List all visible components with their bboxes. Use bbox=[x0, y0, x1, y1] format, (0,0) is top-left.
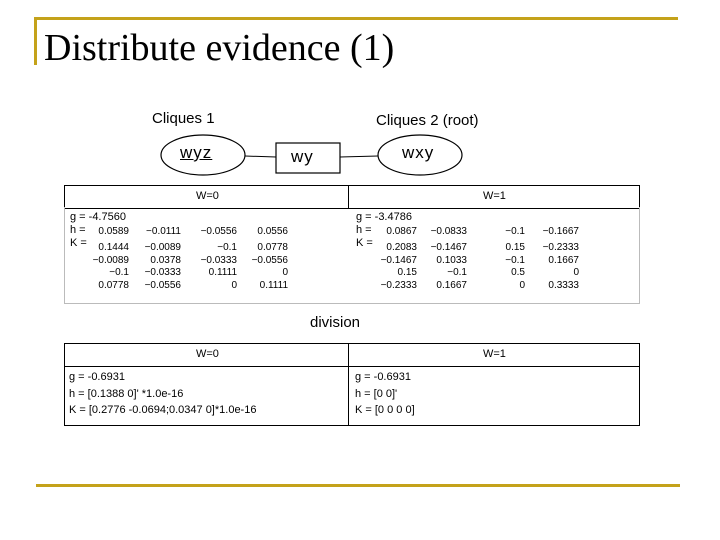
k-cell: −0.1467 bbox=[380, 254, 417, 266]
k-cell: 0 bbox=[573, 267, 579, 279]
bottom-right-g: g = -0.6931 bbox=[355, 371, 411, 383]
bottom-left-h: h = [0.1388 0]' *1.0e-16 bbox=[69, 387, 184, 400]
clique-wyz-label: wyz bbox=[180, 143, 213, 162]
division-label: division bbox=[310, 314, 361, 331]
k-cell: 0.15 bbox=[397, 267, 417, 279]
h-row bbox=[88, 226, 288, 239]
top-right-k-label: K = bbox=[356, 237, 373, 249]
h-cell: −0.1 bbox=[505, 226, 525, 237]
k-cell: 0.2083 bbox=[386, 242, 417, 253]
h-cell: −0.0556 bbox=[200, 226, 237, 237]
h-cell: 0.0589 bbox=[98, 226, 129, 237]
k-cell: −0.0556 bbox=[251, 254, 288, 266]
k-cell: 0.5 bbox=[511, 267, 525, 279]
bottom-header-w0-label: W=0 bbox=[196, 348, 219, 360]
bottom-header-w1 bbox=[348, 343, 640, 367]
k-cell: 0.15 bbox=[505, 242, 525, 253]
bottom-divider bbox=[348, 365, 349, 425]
k-cell: 0.1667 bbox=[548, 254, 579, 266]
k-cell: −0.0333 bbox=[200, 254, 237, 266]
tree-edge-left bbox=[245, 156, 276, 157]
k-cell: −0.2333 bbox=[542, 242, 579, 253]
k-cell: 0.0778 bbox=[257, 242, 288, 253]
top-left-k-label: K = bbox=[70, 237, 87, 249]
bottom-header-w0 bbox=[64, 343, 350, 367]
k-cell: 0.1667 bbox=[436, 279, 467, 291]
top-header-w0-label: W=0 bbox=[196, 190, 219, 202]
k-row bbox=[369, 280, 579, 293]
top-right-k-matrix bbox=[369, 242, 579, 292]
k-row bbox=[88, 242, 288, 255]
slide-title: Distribute evidence (1) bbox=[44, 27, 395, 69]
k-cell: 0 bbox=[231, 279, 237, 291]
clique-tree-diagram bbox=[0, 0, 720, 200]
k-row bbox=[369, 255, 579, 268]
bottom-right-h: h = [0 0]' bbox=[355, 387, 398, 400]
bottom-accent-bar bbox=[36, 484, 680, 487]
top-left-k-matrix bbox=[88, 242, 288, 292]
k-cell: −0.1 bbox=[505, 254, 525, 266]
tree-edge-right bbox=[340, 156, 378, 157]
top-left-h-label: h = bbox=[70, 224, 86, 236]
k-cell: 0 bbox=[519, 279, 525, 291]
k-cell: 0.1111 bbox=[208, 267, 237, 279]
bottom-left-pane bbox=[69, 369, 256, 419]
k-row bbox=[88, 280, 288, 293]
k-cell: −0.0556 bbox=[144, 279, 181, 291]
k-cell: −0.0333 bbox=[144, 267, 181, 279]
bottom-left-g: g = -0.6931 bbox=[69, 371, 125, 383]
top-header-w1-label: W=1 bbox=[483, 190, 506, 202]
top-right-h-vector bbox=[369, 226, 579, 239]
separator-wy-label: wy bbox=[291, 147, 314, 166]
k-cell: 0.0378 bbox=[150, 254, 181, 266]
k-cell: −0.1 bbox=[109, 267, 129, 279]
k-cell: −0.1 bbox=[447, 267, 467, 279]
bottom-right-pane bbox=[355, 369, 415, 419]
cliques-1-label: Cliques 1 bbox=[152, 110, 215, 127]
k-cell: 0.1444 bbox=[98, 242, 129, 253]
k-cell: 0 bbox=[282, 267, 288, 279]
k-cell: −0.2333 bbox=[380, 279, 417, 291]
cliques-2-label: Cliques 2 (root) bbox=[376, 112, 479, 129]
top-header-w0 bbox=[64, 185, 350, 209]
k-cell: −0.1467 bbox=[430, 242, 467, 253]
top-right-h-label: h = bbox=[356, 224, 372, 236]
k-row bbox=[88, 255, 288, 268]
k-cell: 0.1033 bbox=[436, 254, 467, 266]
h-row bbox=[369, 226, 579, 239]
top-left-h-vector bbox=[88, 226, 288, 239]
h-cell: 0.0867 bbox=[386, 226, 417, 237]
k-row bbox=[369, 267, 579, 280]
top-header-w1 bbox=[348, 185, 640, 209]
k-row bbox=[369, 242, 579, 255]
h-cell: −0.0111 bbox=[146, 226, 181, 237]
top-right-g: g = -3.4786 bbox=[356, 211, 412, 223]
bottom-header-w1-label: W=1 bbox=[483, 348, 506, 360]
k-cell: 0.1111 bbox=[259, 279, 288, 291]
clique-wxy-label: wxy bbox=[402, 143, 435, 162]
k-cell: −0.0089 bbox=[92, 254, 129, 266]
bottom-right-k: K = [0 0 0 0] bbox=[355, 404, 415, 416]
k-row bbox=[88, 267, 288, 280]
h-cell: 0.0556 bbox=[257, 226, 288, 237]
top-left-g: g = -4.7560 bbox=[70, 211, 126, 223]
k-cell: 0.3333 bbox=[548, 279, 579, 291]
h-cell: −0.1667 bbox=[542, 226, 579, 237]
h-cell: −0.0833 bbox=[430, 226, 467, 237]
k-cell: −0.1 bbox=[217, 242, 237, 253]
bottom-left-k: K = [0.2776 -0.0694;0.0347 0]*1.0e-16 bbox=[69, 404, 257, 416]
k-cell: −0.0089 bbox=[144, 242, 181, 253]
k-cell: 0.0778 bbox=[98, 279, 129, 291]
